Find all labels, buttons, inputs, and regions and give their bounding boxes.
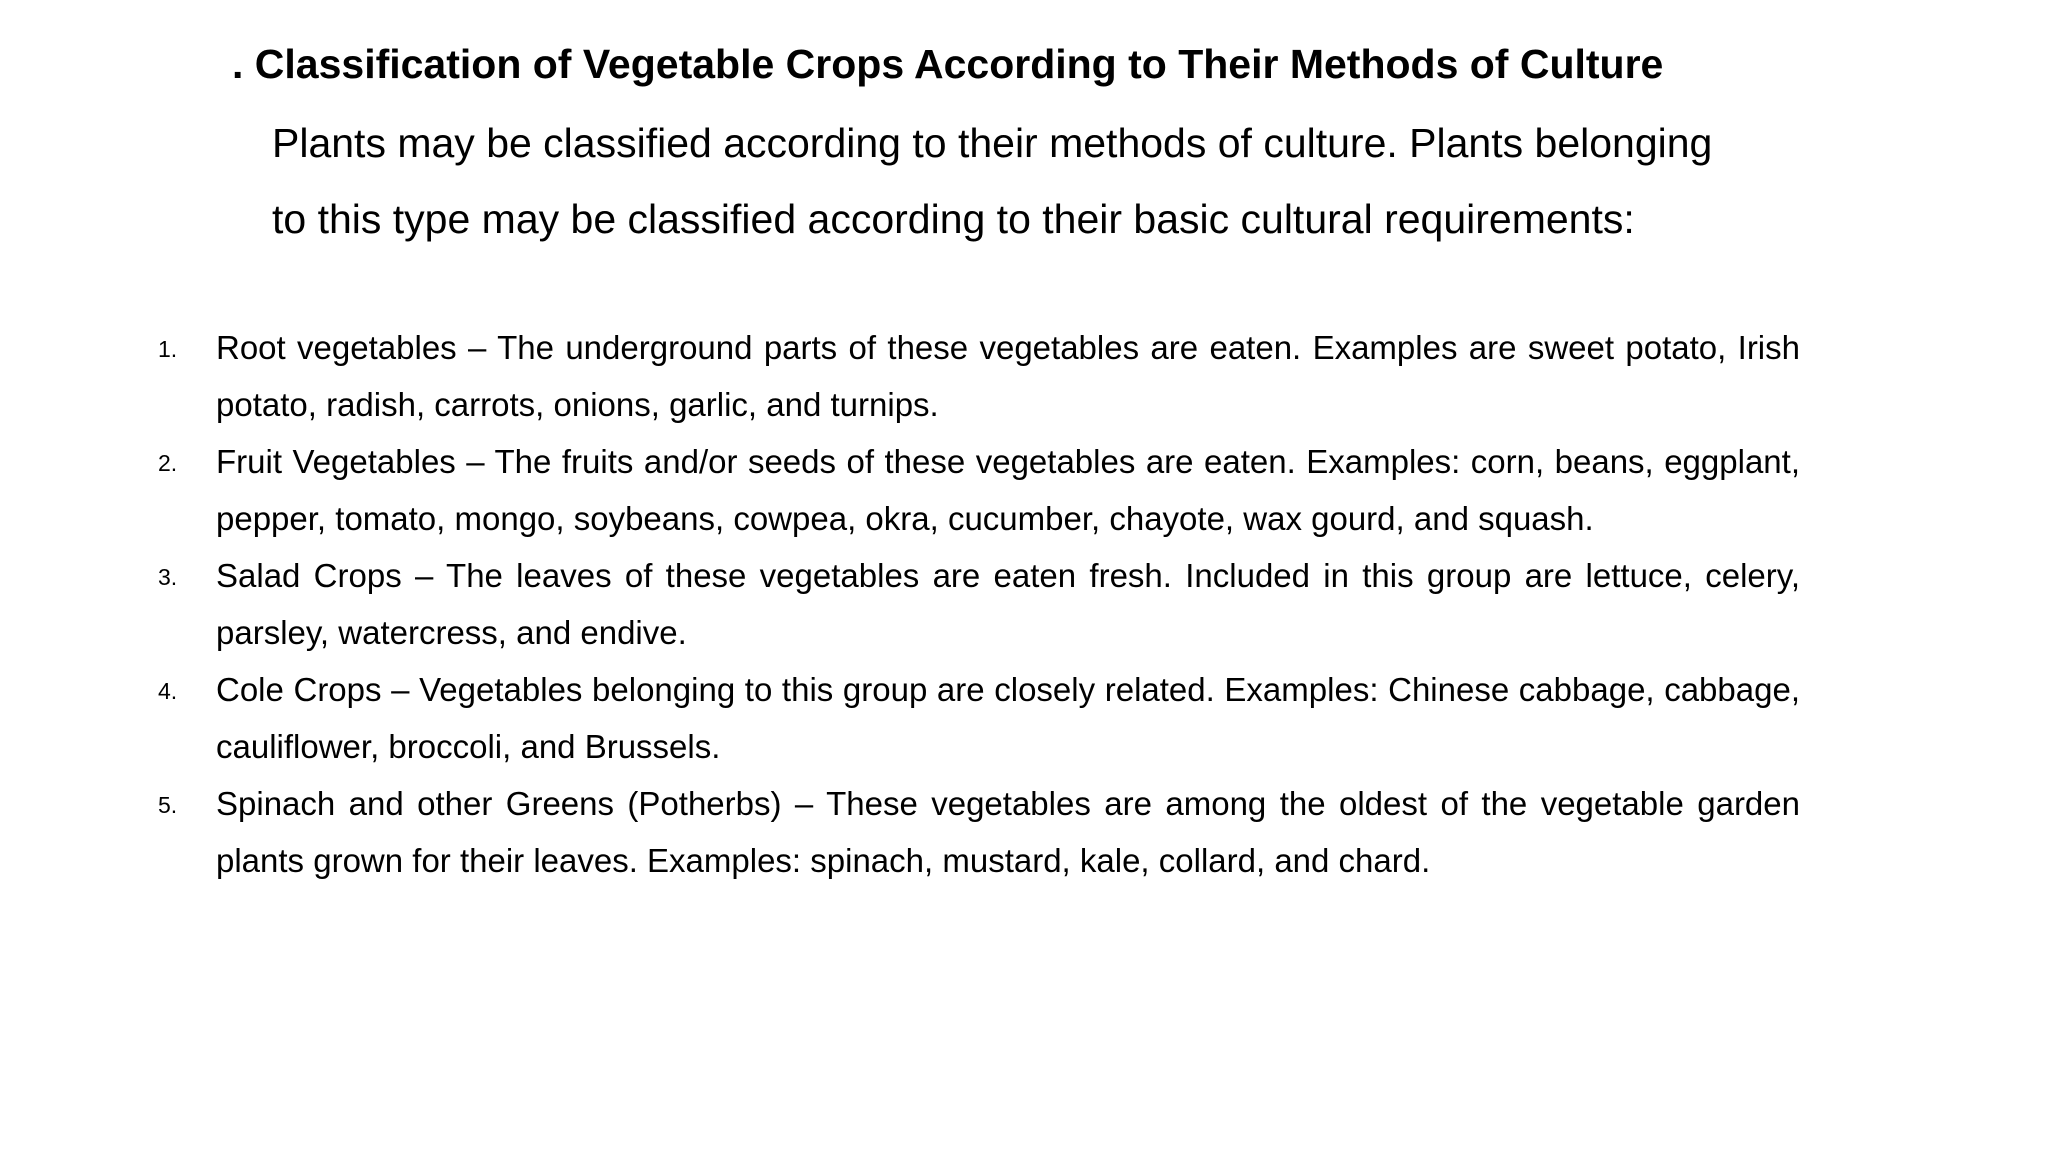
list-item-text: Cole Crops – Vegetables belonging to this group are closely related. Examples: Chinese cabbage, cabbage, cauliflower, broccoli, and Brussels. [216,671,1800,765]
intro-paragraph [272,105,1812,257]
list-item-number: 2. [158,450,178,476]
intro-line: to this type may be classified according to their basic cultural requirements: [272,196,1635,242]
list-item [150,433,1800,547]
list-item-text: Spinach and other Greens (Potherbs) – These vegetables are among the oldest of the vegetable garden plants grown for their leaves. Examples: spinach, mustard, kale, collard, and chard. [216,785,1800,879]
list-item-number: 5. [158,792,178,818]
list-item-number: 3. [158,564,178,590]
list-item-number: 1. [158,336,178,362]
list-item-text: Salad Crops – The leaves of these vegetables are eaten fresh. Included in this group are lettuce, celery, parsley, watercress, and endive. [216,557,1800,651]
list-item-number: 4. [158,678,178,704]
list-item [150,661,1800,775]
list-item-text: Fruit Vegetables – The fruits and/or seeds of these vegetables are eaten. Examples: corn, beans, eggplant, pepper, tomato, mongo, soybeans, cowpea, okra, cucumber, chayote, wax gourd, and squash. [216,443,1800,537]
section-heading: . Classification of Vegetable Crops According to Their Methods of Culture [232,41,1664,87]
list-item-text: Root vegetables – The underground parts of these vegetables are eaten. Examples are sweet potato, Irish potato, radish, carrots, onions, garlic, and turnips. [216,329,1800,423]
list-item [150,319,1800,433]
intro-line: Plants may be classified according to their methods of culture. Plants belonging [272,120,1713,166]
vegetable-classification-list [150,319,1800,889]
list-item [150,547,1800,661]
list-item [150,775,1800,889]
